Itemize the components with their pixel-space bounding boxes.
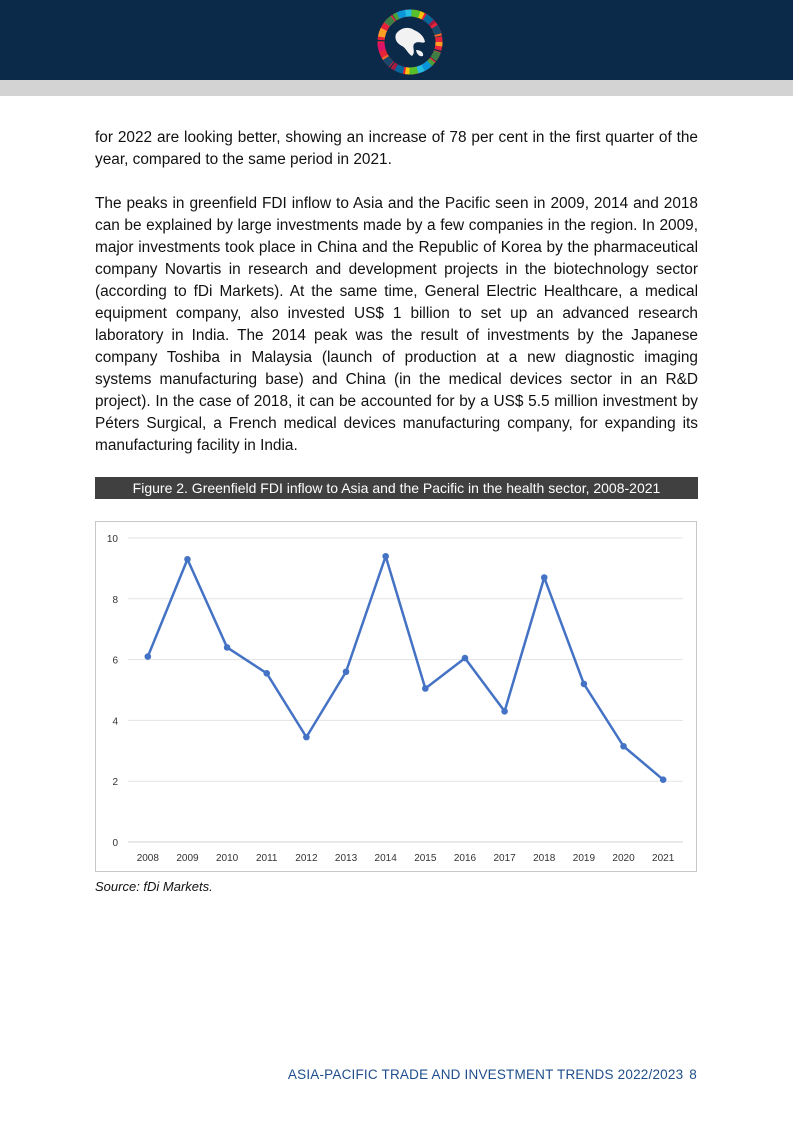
data-point xyxy=(501,708,508,715)
x-tick-label: 2017 xyxy=(493,853,516,864)
x-tick-label: 2019 xyxy=(572,853,596,864)
x-tick-label: 2015 xyxy=(414,853,437,864)
x-tick-label: 2021 xyxy=(652,853,675,864)
x-tick-label: 2016 xyxy=(453,853,477,864)
body-paragraph: for 2022 are looking better, showing an increase of 78 per cent in the first quarter of the year, compared to the same period in 2021. xyxy=(95,129,698,168)
x-tick-label: 2011 xyxy=(255,853,278,864)
header-band xyxy=(0,0,793,80)
x-tick-label: 2013 xyxy=(334,853,358,864)
page-footer xyxy=(288,1067,697,1082)
sdg-globe-icon xyxy=(377,9,443,75)
header-strip xyxy=(0,80,793,96)
data-point xyxy=(145,653,152,660)
line-chart xyxy=(96,522,696,871)
page-number: 8 xyxy=(689,1067,697,1082)
y-tick-label: 10 xyxy=(106,534,118,545)
report-title: ASIA-PACIFIC TRADE AND INVESTMENT TRENDS 2022/2023 xyxy=(287,1067,684,1082)
data-point xyxy=(303,734,310,741)
x-tick-label: 2009 xyxy=(176,853,199,864)
data-point xyxy=(263,670,270,677)
data-point xyxy=(224,644,231,651)
data-point xyxy=(581,681,588,688)
sdg-wheel xyxy=(381,13,439,71)
chart-container xyxy=(95,521,697,872)
y-tick-label: 0 xyxy=(112,838,118,849)
x-tick-label: 2010 xyxy=(215,853,239,864)
data-point xyxy=(382,553,389,560)
y-tick-label: 2 xyxy=(112,777,118,789)
figure-title: Figure 2. Greenfield FDI inflow to Asia and the Pacific in the health sector, 2008-2021 xyxy=(95,477,698,499)
x-tick-label: 2020 xyxy=(612,853,635,864)
figure-source: Source: fDi Markets. xyxy=(95,879,213,894)
y-tick-label: 6 xyxy=(112,655,118,667)
x-tick-label: 2008 xyxy=(136,853,159,864)
data-point xyxy=(343,668,350,675)
y-tick-label: 8 xyxy=(112,594,118,606)
data-point xyxy=(422,685,429,692)
x-tick-label: 2018 xyxy=(533,853,556,864)
series-line xyxy=(148,556,663,779)
data-point xyxy=(462,655,469,662)
data-point xyxy=(184,556,191,563)
data-point xyxy=(660,776,667,783)
x-tick-label: 2014 xyxy=(374,853,397,864)
data-point xyxy=(620,743,627,750)
y-tick-label: 4 xyxy=(112,716,118,728)
data-point xyxy=(541,574,548,581)
body-paragraph: The peaks in greenfield FDI inflow to Asia and the Pacific seen in 2009, 2014 and 2018 can be explained by large investments made by a few companies in the region. In 2009, major investments took place in China and the Republic of Korea by the pharmaceutical company Novartis in research and development projects in the biotechnology sector (according to fDi Markets). At the same time, General Electric Healthcare, a medical equipment company, also invested US$ 1 billion to set up an advanced research laboratory in India. The 2014 peak was the result of investments by the Japanese company Toshiba in Malaysia (launch of production at a new diagnostic imaging systems manufacturing base) and China (in the medical devices sector in an R&D project). In the case of 2018, it can be accounted for by a US$ 5.5 million investment by Péters Surgical, a French medical devices manufacturing company, for expanding its manufacturing facility in India. xyxy=(95,195,698,454)
x-tick-label: 2012 xyxy=(295,853,318,864)
